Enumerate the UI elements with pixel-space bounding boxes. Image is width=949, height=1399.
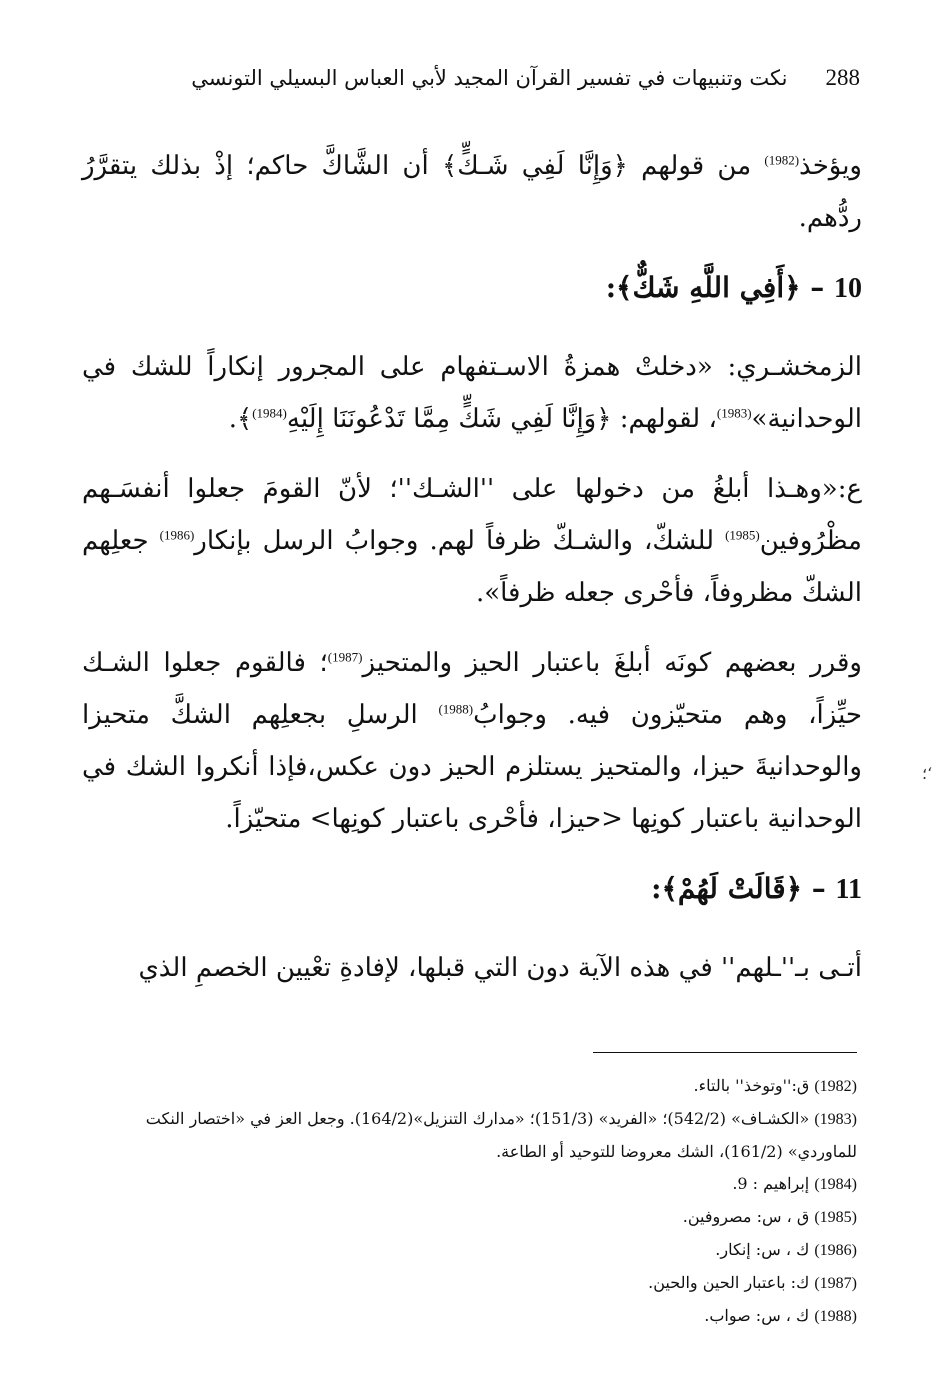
section-number: 10 [834, 273, 862, 304]
footnote-number: (1983) [814, 1111, 857, 1128]
footnote-number: (1984) [814, 1176, 857, 1193]
footnote-ref-1984: (1984) [252, 405, 287, 421]
paragraph-2-text-b: ، لقولهم: ﴿وَإِنَّا لَفِي شَكٍّ مِمَّا تَدْعُونَنَا إِلَيْهِ [286, 404, 717, 434]
footnote [87, 1070, 857, 1103]
footnote [87, 1300, 857, 1333]
footnote-ref-1988: (1988) [438, 701, 474, 717]
paragraph-2-text-a: الزمخشـري: «دخلتْ همزةُ الاسـتفهام على المجرور إنكاراً للشك في الوحدانية» [82, 352, 862, 434]
margin-mark: ‘؛ [922, 764, 933, 783]
footnote-ref-1985: (1985) [725, 527, 760, 543]
section-heading-11 [82, 863, 862, 916]
footnote-number: (1986) [814, 1242, 857, 1259]
paragraph-4-text-a: وقرر بعضهم كونَه أبلغَ باعتبار الحيز والمتحيز [362, 648, 862, 678]
footnote-number: (1985) [814, 1209, 857, 1226]
footnote [87, 1168, 857, 1201]
paragraph-2-text-c: ﴾. [228, 404, 253, 434]
footnote [87, 1103, 857, 1168]
paragraph-3-text-c: جعلِهم الشكّ مظروفاً، فأحْرى جعله ظرفاً». [82, 526, 862, 608]
footnote-text: ك ، س: صواب. [704, 1306, 810, 1325]
paragraph-1-text-a: ويؤخذ [799, 151, 862, 181]
running-title: نكت وتنبيهات في تفسير القرآن المجيد لأبي العباس البسيلي التونسي [191, 66, 788, 90]
page-number: 288 [825, 65, 860, 90]
paragraph-3-text-a: ع:«وهـذا أبلغُ من دخولها على ''الشـك''؛ لأنّ القومَ جعلوا أنفسَـهم مظْرُوفين [82, 474, 862, 556]
footnote-number: (1987) [814, 1275, 857, 1292]
footnote [87, 1267, 857, 1300]
paragraph-1-text-b: من قولهم ﴿وَإِنَّا لَفِي شَـكٍّ﴾ أن الشَّاكَّ حاكم؛ إذْ بذلك يتقرَّرُ ردُّهم. [82, 151, 862, 233]
running-header [180, 58, 860, 98]
footnote-ref-1987: (1987) [327, 649, 363, 665]
footnote-ref-1986: (1986) [159, 527, 195, 543]
section-heading-10 [82, 262, 862, 315]
footnote-divider [593, 1052, 857, 1053]
footnote [87, 1201, 857, 1234]
footnote-text: «الكشـاف» (542/2)؛ «الفريد» (151/3)؛ «مدارك التنزيل»(164/2). وجعل العز في «اختصار النكت للماوردي» (161/2)، الشك معروضا للتوحيد أو الطاعة. [145, 1109, 857, 1161]
paragraph-4 [82, 637, 862, 845]
paragraph-4-text-c: الرسلِ بجعلِهم الشكَّ متحيزا والوحدانيةَ حيزا، والمتحيز يستلزم الحيز دون عكس،فإذا أنكروا الشك في الوحدانية باعتبار كونِها <حيزا، فأحْرى باعتبار كونِها> متحيّزاً. [82, 700, 862, 834]
paragraph-4-text-b: ؛ فالقوم جعلوا الشـك حيِّزاً، وهم متحيّزون فيه. وجوابُ [82, 648, 862, 730]
paragraph-1 [82, 140, 862, 244]
paragraph-3-text-b: للشكّ، والشـكّ ظرفاً لهم. وجوابُ الرسل بإنكار [194, 526, 726, 556]
section-heading-verse: – ﴿قَالَتْ لَهُمْ﴾: [651, 872, 836, 905]
main-text [82, 140, 862, 1012]
footnote-text: ق:''وتوخذ'' بالتاء. [693, 1076, 810, 1095]
section-number: 11 [835, 874, 862, 905]
footnote-number: (1982) [814, 1078, 857, 1095]
footnote-text: ك ، س: إنكار. [715, 1240, 810, 1259]
footnotes [87, 1070, 857, 1333]
footnote-ref-1982: (1982) [764, 152, 800, 168]
section-heading-verse: – ﴿أَفِي اللَّهِ شَكٌّ﴾: [605, 271, 834, 304]
footnote-number: (1988) [814, 1308, 857, 1325]
footnote [87, 1234, 857, 1267]
footnote-text: ك: باعتبار الحين والحين. [648, 1273, 810, 1292]
footnote-text: ق ، س: مصروفين. [682, 1207, 810, 1226]
paragraph-3 [82, 463, 862, 619]
footnote-ref-1983: (1983) [716, 405, 752, 421]
footnote-text: إبراهيم : 9. [732, 1174, 810, 1193]
paragraph-2 [82, 341, 862, 445]
paragraph-5: أتـى بـ''ـلهم'' في هذه الآية دون التي قبلها، لإفادةِ تعْيين الخصمِ الذي [138, 953, 862, 983]
